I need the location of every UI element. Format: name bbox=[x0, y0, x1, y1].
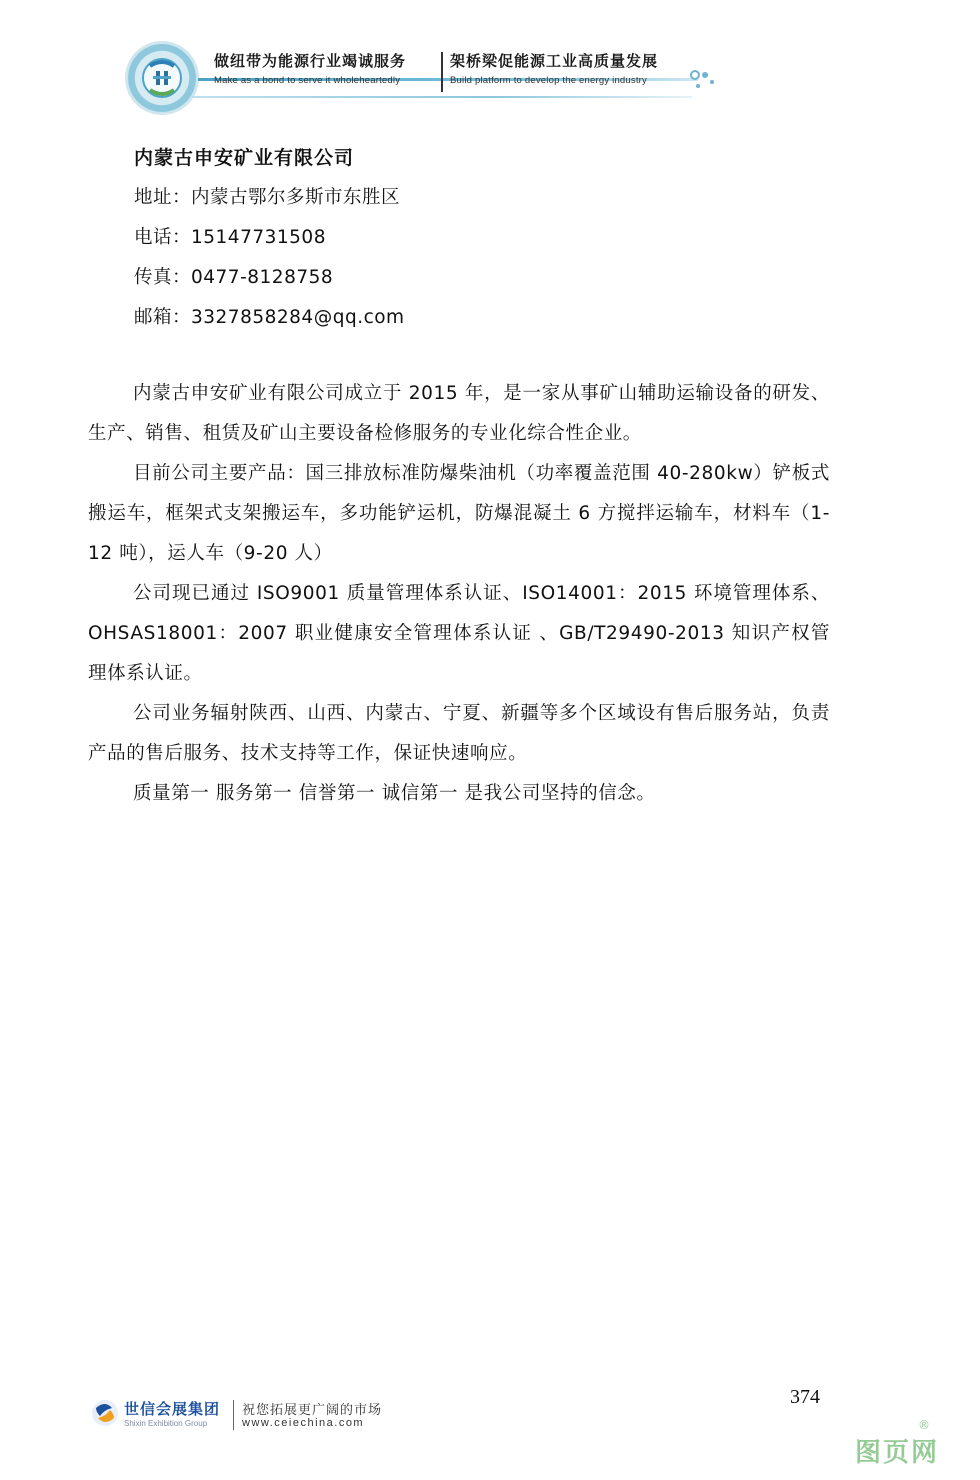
header-rule-bottom bbox=[192, 96, 692, 98]
email-line: 邮箱：3327858284@qq.com bbox=[134, 307, 405, 328]
paragraph: 目前公司主要产品：国三排放标准防爆柴油机（功率覆盖范围 40-280kw）铲板式搬运车，框架式支架搬运车，多功能铲运机，防爆混凝土 6 方搅拌运输车，材料车（1-12 吨），运人车（9-20 人） bbox=[88, 463, 830, 564]
paragraph: 公司现已通过 ISO9001 质量管理体系认证、ISO14001：2015 环境管理体系、OHSAS18001：2007 职业健康安全管理体系认证 、GB/T29490-2013 知识产权管理体系认证。 bbox=[88, 583, 830, 684]
fax-line: 传真：0477-8128758 bbox=[134, 267, 334, 288]
company-description bbox=[88, 374, 830, 814]
company-name: 内蒙古申安矿业有限公司 bbox=[134, 147, 355, 169]
slogan-divider bbox=[441, 52, 443, 92]
slogan-left-en: Make as a bond to serve it wholeheartedly bbox=[214, 75, 401, 86]
event-logo-icon bbox=[128, 44, 196, 112]
footer-brand bbox=[90, 1396, 490, 1436]
watermark: 图页网 bbox=[855, 1438, 940, 1468]
header-banner bbox=[128, 42, 728, 112]
address-line: 地址：内蒙古鄂尔多斯市东胜区 bbox=[134, 187, 401, 208]
slogan-right-en: Build platform to develop the energy industry bbox=[450, 75, 647, 86]
footer-slogan: 祝您拓展更广阔的市场 bbox=[242, 1403, 383, 1418]
page-number: 374 bbox=[790, 1386, 820, 1408]
footer-divider bbox=[233, 1400, 234, 1430]
paragraph: 内蒙古申安矿业有限公司成立于 2015 年，是一家从事矿山辅助运输设备的研发、生产、销售、租赁及矿山主要设备检修服务的专业化综合性企业。 bbox=[88, 383, 830, 444]
paragraph: 质量第一 服务第一 信誉第一 诚信第一 是我公司坚持的信念。 bbox=[133, 783, 656, 804]
slogan-left: 做纽带为能源行业竭诚服务 bbox=[214, 52, 407, 70]
slogan-right: 架桥梁促能源工业高质量发展 bbox=[450, 52, 659, 70]
footer-brand-en: Shixin Exhibition Group bbox=[124, 1419, 208, 1428]
shixin-logo-icon bbox=[90, 1398, 120, 1428]
contact-block bbox=[134, 138, 405, 338]
footer-brand-name: 世信会展集团 bbox=[124, 1400, 221, 1418]
paragraph: 公司业务辐射陕西、山西、内蒙古、宁夏、新疆等多个区域设有售后服务站，负责产品的售后服务、技术支持等工作，保证快速响应。 bbox=[88, 703, 830, 764]
footer-url: www.ceiechina.com bbox=[242, 1417, 365, 1429]
watermark-registered-mark: ® bbox=[918, 1418, 930, 1432]
phone-line: 电话：15147731508 bbox=[134, 227, 326, 248]
